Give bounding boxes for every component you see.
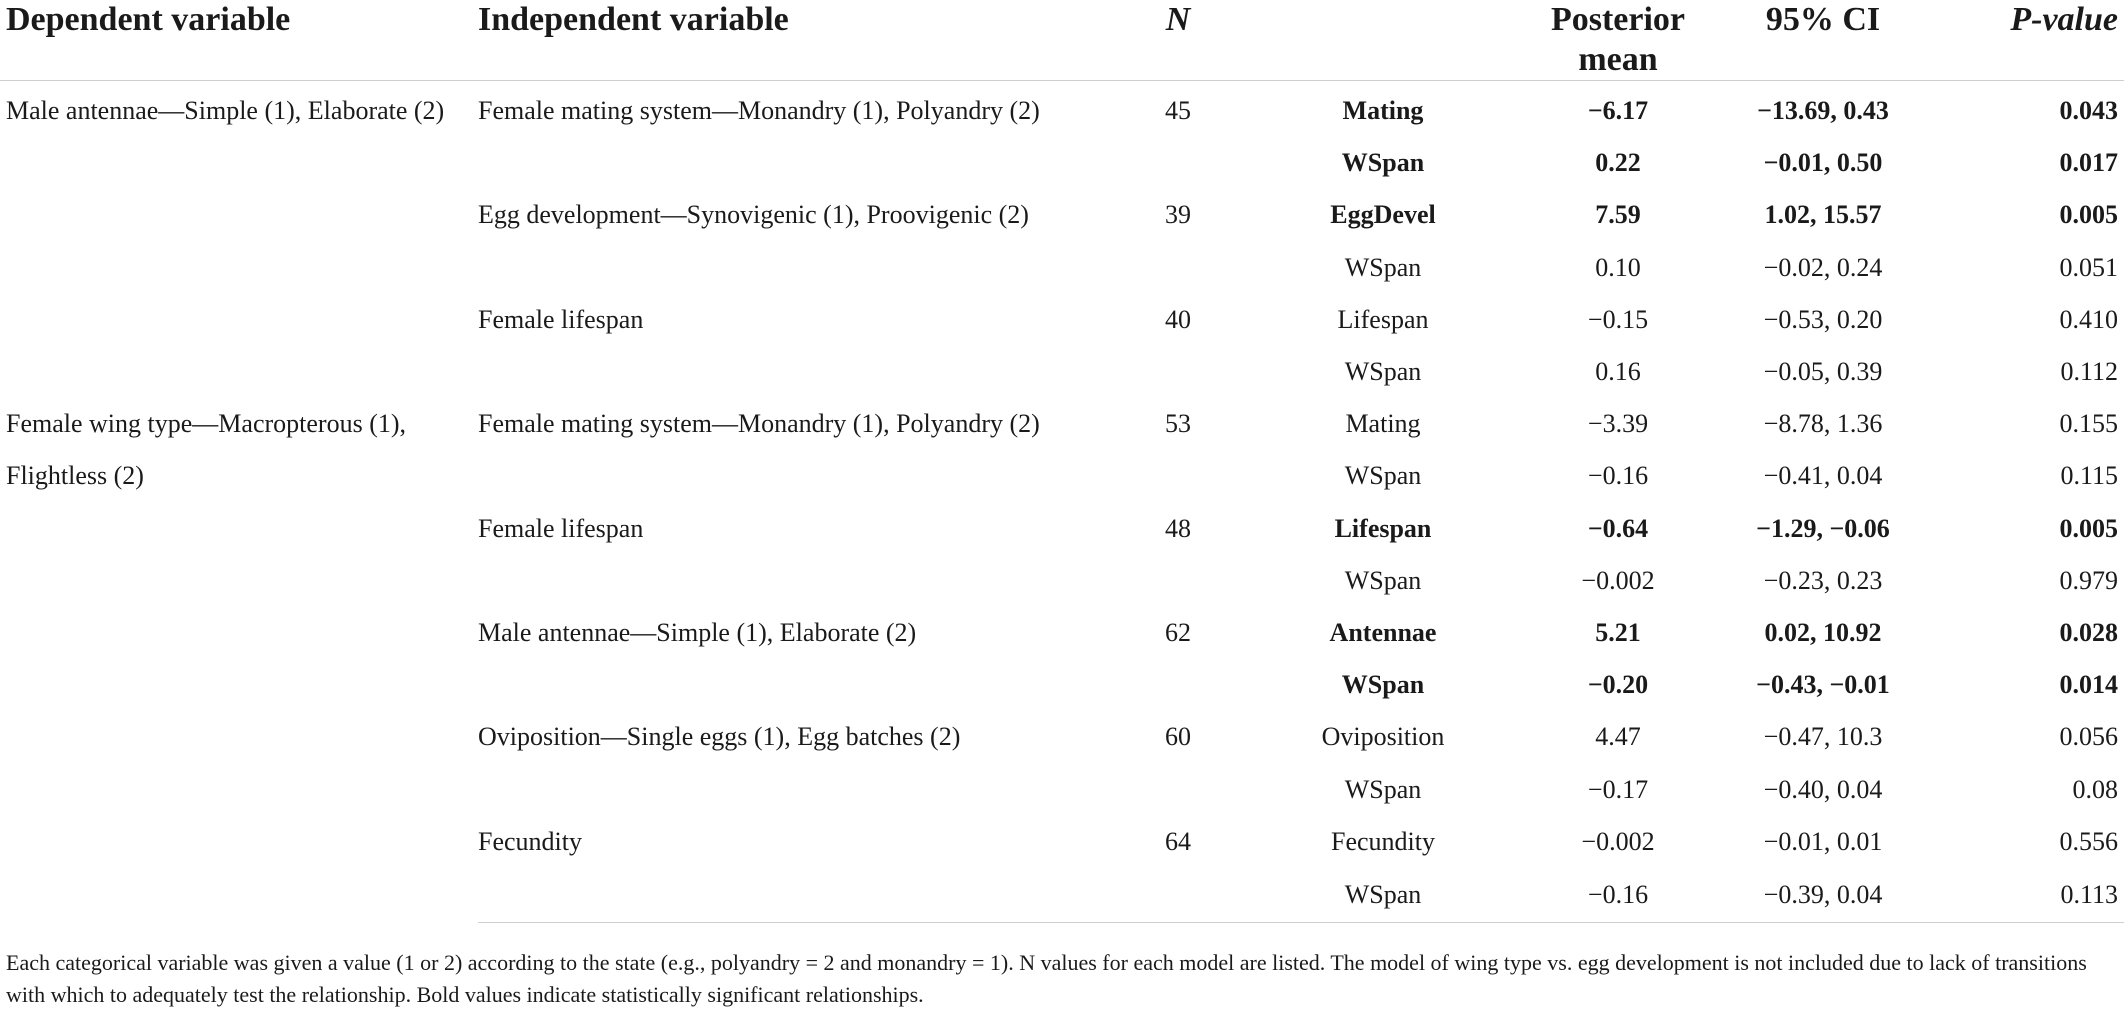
n-cell: 60 bbox=[1165, 722, 1191, 752]
ci-cell: −0.05, 0.39 bbox=[1763, 357, 1883, 387]
parameter-cell: WSpan bbox=[1344, 252, 1422, 282]
posterior-mean-cell: −0.16 bbox=[1528, 868, 1708, 923]
dependent-variable-cell: Male antennae—Simple (1), Elaborate (2) bbox=[6, 96, 445, 125]
n-cell bbox=[1118, 346, 1238, 398]
ci-cell: −8.78, 1.36 bbox=[1763, 409, 1883, 439]
p-value-cell: 0.056 bbox=[2059, 722, 2118, 752]
ci-cell: −0.39, 0.04 bbox=[1708, 868, 1938, 923]
n-cell: 48 bbox=[1165, 513, 1191, 543]
ci-cell: −13.69, 0.43 bbox=[1757, 96, 1889, 126]
ci-cell: 0.02, 10.92 bbox=[1764, 617, 1882, 647]
ci-cell: −0.41, 0.04 bbox=[1763, 461, 1883, 491]
n-cell: 40 bbox=[1165, 304, 1191, 334]
independent-variable-cell bbox=[478, 137, 1118, 189]
ci-cell: −0.40, 0.04 bbox=[1763, 774, 1883, 804]
header-posterior-mean: Posterior mean bbox=[1528, 0, 1708, 81]
parameter-cell: WSpan bbox=[1344, 565, 1422, 595]
n-cell bbox=[1118, 137, 1238, 189]
ci-cell: −0.01, 0.50 bbox=[1763, 148, 1883, 178]
independent-variable-cell: Female mating system—Monandry (1), Polyandry (2) bbox=[478, 96, 1040, 126]
independent-variable-cell: Egg development—Synovigenic (1), Proovigenic (2) bbox=[478, 200, 1029, 230]
posterior-mean-cell: −6.17 bbox=[1587, 96, 1649, 126]
ci-cell: −0.23, 0.23 bbox=[1763, 565, 1883, 595]
parameter-cell: Mating bbox=[1345, 409, 1421, 439]
table-row bbox=[0, 81, 2124, 138]
posterior-mean-cell: 0.10 bbox=[1595, 252, 1641, 282]
independent-variable-cell: Female mating system—Monandry (1), Polyandry (2) bbox=[478, 409, 1040, 439]
header-n: N bbox=[1118, 0, 1238, 81]
ci-cell: −0.47, 10.3 bbox=[1763, 722, 1883, 752]
p-value-cell: 0.014 bbox=[2059, 670, 2118, 700]
p-value-cell: 0.08 bbox=[2072, 774, 2118, 804]
independent-variable-cell: Male antennae—Simple (1), Elaborate (2) bbox=[478, 617, 917, 647]
independent-variable-cell: Fecundity bbox=[478, 826, 582, 856]
p-value-cell: 0.017 bbox=[2059, 148, 2118, 178]
posterior-mean-cell: −0.002 bbox=[1581, 826, 1655, 856]
posterior-mean-cell: 7.59 bbox=[1595, 200, 1641, 230]
parameter-cell: Mating bbox=[1342, 96, 1424, 126]
independent-variable-cell bbox=[478, 450, 1118, 502]
header-p-value: P-value bbox=[1938, 0, 2124, 81]
p-value-cell: 0.051 bbox=[2059, 252, 2118, 282]
ci-cell: −0.53, 0.20 bbox=[1763, 304, 1883, 334]
parameter-cell: Antennae bbox=[1329, 617, 1437, 647]
header-dependent-variable: Dependent variable bbox=[0, 0, 478, 81]
parameter-cell: WSpan bbox=[1341, 670, 1425, 700]
n-cell bbox=[1118, 868, 1238, 923]
header-95-ci: 95% CI bbox=[1708, 0, 1938, 81]
posterior-mean-cell: −3.39 bbox=[1587, 409, 1649, 439]
posterior-mean-cell: 5.21 bbox=[1595, 617, 1641, 647]
p-value-cell: 0.112 bbox=[2060, 357, 2118, 387]
parameter-cell: Oviposition bbox=[1321, 722, 1445, 752]
p-value-cell: 0.005 bbox=[2059, 513, 2118, 543]
independent-variable-cell: Female lifespan bbox=[478, 304, 644, 334]
posterior-mean-cell: −0.64 bbox=[1587, 513, 1649, 543]
independent-variable-cell bbox=[478, 346, 1118, 398]
parameter-cell: WSpan bbox=[1341, 148, 1425, 178]
p-value-cell: 0.410 bbox=[2059, 304, 2118, 334]
parameter-cell: WSpan bbox=[1344, 774, 1422, 804]
posterior-mean-cell: 4.47 bbox=[1595, 722, 1641, 752]
p-value-cell: 0.043 bbox=[2059, 96, 2118, 126]
parameter-cell: WSpan bbox=[1344, 461, 1422, 491]
n-cell bbox=[1118, 555, 1238, 607]
n-cell: 64 bbox=[1165, 826, 1191, 856]
parameter-cell: Lifespan bbox=[1337, 304, 1429, 334]
n-cell: 39 bbox=[1165, 200, 1191, 230]
p-value-cell: 0.556 bbox=[2059, 826, 2118, 856]
p-value-cell: 0.005 bbox=[2059, 200, 2118, 230]
posterior-mean-cell: −0.16 bbox=[1587, 461, 1649, 491]
p-value-cell: 0.113 bbox=[1938, 868, 2124, 923]
parameter-cell: Lifespan bbox=[1334, 513, 1432, 543]
ci-cell: −0.02, 0.24 bbox=[1763, 252, 1883, 282]
posterior-mean-cell: −0.002 bbox=[1581, 565, 1655, 595]
n-cell bbox=[1118, 659, 1238, 711]
parameter-cell: Fecundity bbox=[1331, 826, 1435, 856]
ci-cell: −0.43, −0.01 bbox=[1756, 670, 1890, 700]
ci-cell: −0.01, 0.01 bbox=[1763, 826, 1883, 856]
table-footnote: Each categorical variable was given a value (1 or 2) according to the state (e.g., polyandry = 2 and monandry = 1). N values for each model are listed. The model of wing type vs. egg development is not included due to lack of transitions with which to adequately test the relationship. Bold values indicate statistically significant relationships. bbox=[6, 950, 2087, 1007]
p-value-cell: 0.115 bbox=[2060, 461, 2118, 491]
header-row bbox=[0, 0, 2124, 81]
independent-variable-cell bbox=[478, 868, 1118, 923]
independent-variable-cell bbox=[478, 555, 1118, 607]
n-cell bbox=[1118, 242, 1238, 294]
n-cell: 53 bbox=[1165, 409, 1191, 439]
independent-variable-cell bbox=[478, 659, 1118, 711]
ci-cell: 1.02, 15.57 bbox=[1764, 200, 1882, 230]
n-cell: 62 bbox=[1165, 617, 1191, 647]
table-row bbox=[0, 398, 2124, 450]
parameter-cell: WSpan bbox=[1344, 357, 1422, 387]
n-cell: 45 bbox=[1165, 96, 1191, 126]
p-value-cell: 0.979 bbox=[2059, 565, 2118, 595]
posterior-mean-cell: −0.20 bbox=[1587, 670, 1649, 700]
parameter-cell: WSpan bbox=[1238, 868, 1528, 923]
independent-variable-cell: Oviposition—Single eggs (1), Egg batches (2) bbox=[478, 722, 961, 752]
header-independent-variable: Independent variable bbox=[478, 0, 1118, 81]
posterior-mean-cell: 0.16 bbox=[1595, 357, 1641, 387]
table-header bbox=[0, 0, 2124, 81]
posterior-mean-cell: 0.22 bbox=[1595, 148, 1641, 178]
n-cell bbox=[1118, 450, 1238, 502]
ci-cell: −1.29, −0.06 bbox=[1756, 513, 1890, 543]
p-value-cell: 0.155 bbox=[2059, 409, 2118, 439]
parameter-cell: EggDevel bbox=[1330, 200, 1436, 230]
independent-variable-cell bbox=[478, 242, 1118, 294]
dependent-variable-cell: Female wing type—Macropterous (1), Flightless (2) bbox=[6, 409, 407, 491]
n-cell bbox=[1118, 763, 1238, 815]
posterior-mean-cell: −0.17 bbox=[1587, 774, 1649, 804]
independent-variable-cell bbox=[478, 763, 1118, 815]
p-value-cell: 0.028 bbox=[2059, 617, 2118, 647]
posterior-mean-cell: −0.15 bbox=[1587, 304, 1649, 334]
independent-variable-cell: Female lifespan bbox=[478, 513, 644, 543]
table-body bbox=[0, 81, 2124, 923]
header-parameter bbox=[1238, 0, 1528, 81]
